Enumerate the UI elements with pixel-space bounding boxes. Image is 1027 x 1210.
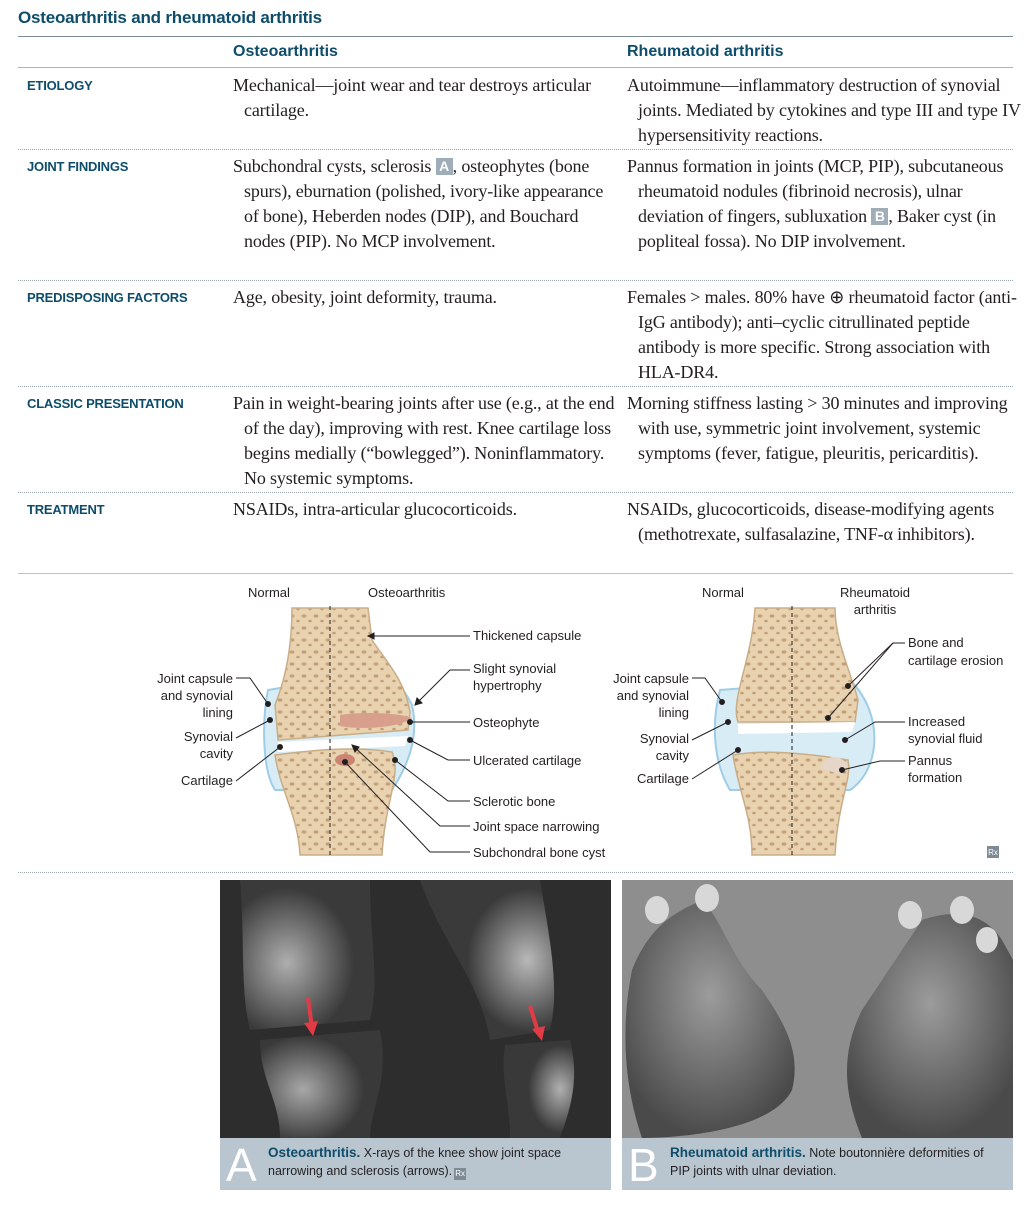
image-a-letter: A [226, 1139, 257, 1191]
presentation-ra: Morning stiffness lasting > 30 minutes and improving with use, symmetric joint involvement, systemic symptoms (fever, fatigue, pleuritis, pericarditis). [627, 393, 1008, 463]
image-b-caption-text: Rheumatoid arthritis. Note boutonnière deformities of PIP joints with ulnar deviation. [670, 1145, 984, 1178]
image-a-caption-text: Osteoarthritis. X-rays of the knee show joint space narrowing and sclerosis (arrows). Rx [268, 1145, 562, 1178]
rx-icon: Rx [455, 1169, 465, 1178]
ra-label-joint-capsule-3: lining [658, 705, 689, 720]
joint-findings-oa: Subchondral cysts, sclerosis A , osteophytes (bone spurs), eburnation (polished, ivory-like appearance of bone), Heberden nodes (DIP), and Bouchard nodes (PIP). No MCP involvement. [233, 156, 604, 251]
oa-joint-illustration [264, 606, 414, 855]
ra-right-labels [908, 635, 1003, 785]
ra-label-cartilage: Cartilage [636, 771, 689, 786]
ra-label-erosion: Bone and [908, 635, 964, 650]
ra-label-joint-capsule: Joint capsule [613, 671, 689, 686]
row-divider [18, 280, 1013, 281]
image-b-caption [622, 1138, 1013, 1190]
oa-left-labels [157, 671, 233, 788]
joint-diagrams [0, 573, 1027, 873]
page-title: Osteoarthritis and rheumatoid arthritis [18, 8, 322, 27]
oa-label-synovial-hypertrophy: Slight synovial [473, 661, 557, 676]
oa-label-joint-space: Joint space narrowing [473, 819, 600, 834]
ra-disease-label-2: arthritis [853, 602, 897, 617]
hands-photo [622, 880, 1013, 1138]
row-label-treatment: TREATMENT [27, 502, 105, 517]
ra-label-pannus-2: formation [908, 770, 963, 785]
oa-right-labels [473, 628, 606, 860]
ra-label-fluid-2: synovial fluid [908, 731, 983, 746]
rx-mark: Rx [988, 848, 998, 857]
etiology-oa: Mechanical—joint wear and tear destroys articular cartilage. [233, 75, 591, 120]
oa-label-sclerotic-bone: Sclerotic bone [473, 794, 556, 809]
oa-label-synovial: Synovial [183, 729, 233, 744]
header-divider [18, 67, 1013, 68]
ra-joint-illustration [715, 606, 875, 855]
presentation-oa: Pain in weight-bearing joints after use (e.g., at the end of the day), improving with rest. Knee cartilage loss begins medially (“bowlegged”). Noninflammatory. No systemic symptoms. [233, 393, 615, 488]
row-label-joint-findings: JOINT FINDINGS [27, 159, 129, 174]
ra-label-synovial: Synovial [639, 731, 689, 746]
image-a-caption [220, 1138, 611, 1190]
treatment-oa: NSAIDs, intra-articular glucocorticoids. [233, 499, 517, 519]
ra-label-cavity: cavity [655, 748, 689, 763]
oa-label-synovial-hypertrophy-2: hypertrophy [473, 678, 542, 693]
ra-label-pannus: Pannus [908, 753, 953, 768]
oa-label-joint-capsule-2: and synovial [160, 688, 233, 703]
oa-label-ulcerated-cartilage: Ulcerated cartilage [473, 753, 582, 768]
oa-label-joint-capsule: Joint capsule [157, 671, 233, 686]
ra-label-erosion-2: cartilage erosion [908, 653, 1004, 668]
column-header-rheumatoid: Rheumatoid arthritis [627, 43, 784, 60]
predisposing-ra: Females > males. 80% have ⊕ rheumatoid factor (anti-IgG antibody); anti–cyclic citrullinated peptide antibody is more specific. Strong association with HLA-DR4. [627, 287, 1017, 382]
oa-disease-label: Osteoarthritis [368, 585, 446, 600]
diagram-divider [18, 872, 1013, 873]
row-label-etiology: ETIOLOGY [27, 78, 93, 93]
ra-label-fluid: Increased [908, 714, 966, 729]
ra-label-joint-capsule-2: and synovial [616, 688, 689, 703]
ra-normal-label: Normal [702, 585, 744, 600]
joint-findings-ra: Pannus formation in joints (MCP, PIP), subcutaneous rheumatoid nodules (fibrinoid necrosis), ulnar deviation of fingers, subluxation B , Baker cyst (in popliteal fossa). No DIP involvement. [627, 156, 1004, 251]
oa-normal-label: Normal [248, 585, 290, 600]
treatment-ra: NSAIDs, glucocorticoids, disease-modifying agents (methotrexate, sulfasalazine, TNF-α inhibitors). [627, 499, 995, 544]
etiology-ra: Autoimmune—inflammatory destruction of synovial joints. Mediated by cytokines and type III and type IV hypersensitivity reactions. [627, 75, 1021, 145]
title-divider [18, 36, 1013, 37]
oa-label-cavity: cavity [199, 746, 233, 761]
oa-label-osteophyte: Osteophyte [473, 715, 540, 730]
row-divider [18, 149, 1013, 150]
predisposing-oa: Age, obesity, joint deformity, trauma. [233, 287, 497, 307]
image-a-panel [220, 880, 611, 1190]
figure-b-badge[interactable]: B [871, 208, 888, 225]
image-b-panel [622, 880, 1013, 1190]
oa-label-thickened-capsule: Thickened capsule [473, 628, 582, 643]
figure-a-badge[interactable]: A [436, 158, 453, 175]
xray-image [220, 880, 611, 1138]
row-divider [18, 492, 1013, 493]
oa-label-subchondral-cyst: Subchondral bone cyst [473, 845, 606, 860]
ra-disease-label: Rheumatoid [839, 585, 911, 600]
oa-label-cartilage: Cartilage [180, 773, 233, 788]
ra-left-labels [613, 671, 689, 786]
image-b-letter: B [628, 1139, 659, 1191]
row-label-predisposing: PREDISPOSING FACTORS [27, 290, 188, 305]
row-label-presentation: CLASSIC PRESENTATION [27, 396, 184, 411]
row-divider [18, 386, 1013, 387]
oa-label-joint-capsule-3: lining [202, 705, 233, 720]
column-header-osteoarthritis: Osteoarthritis [233, 43, 338, 60]
